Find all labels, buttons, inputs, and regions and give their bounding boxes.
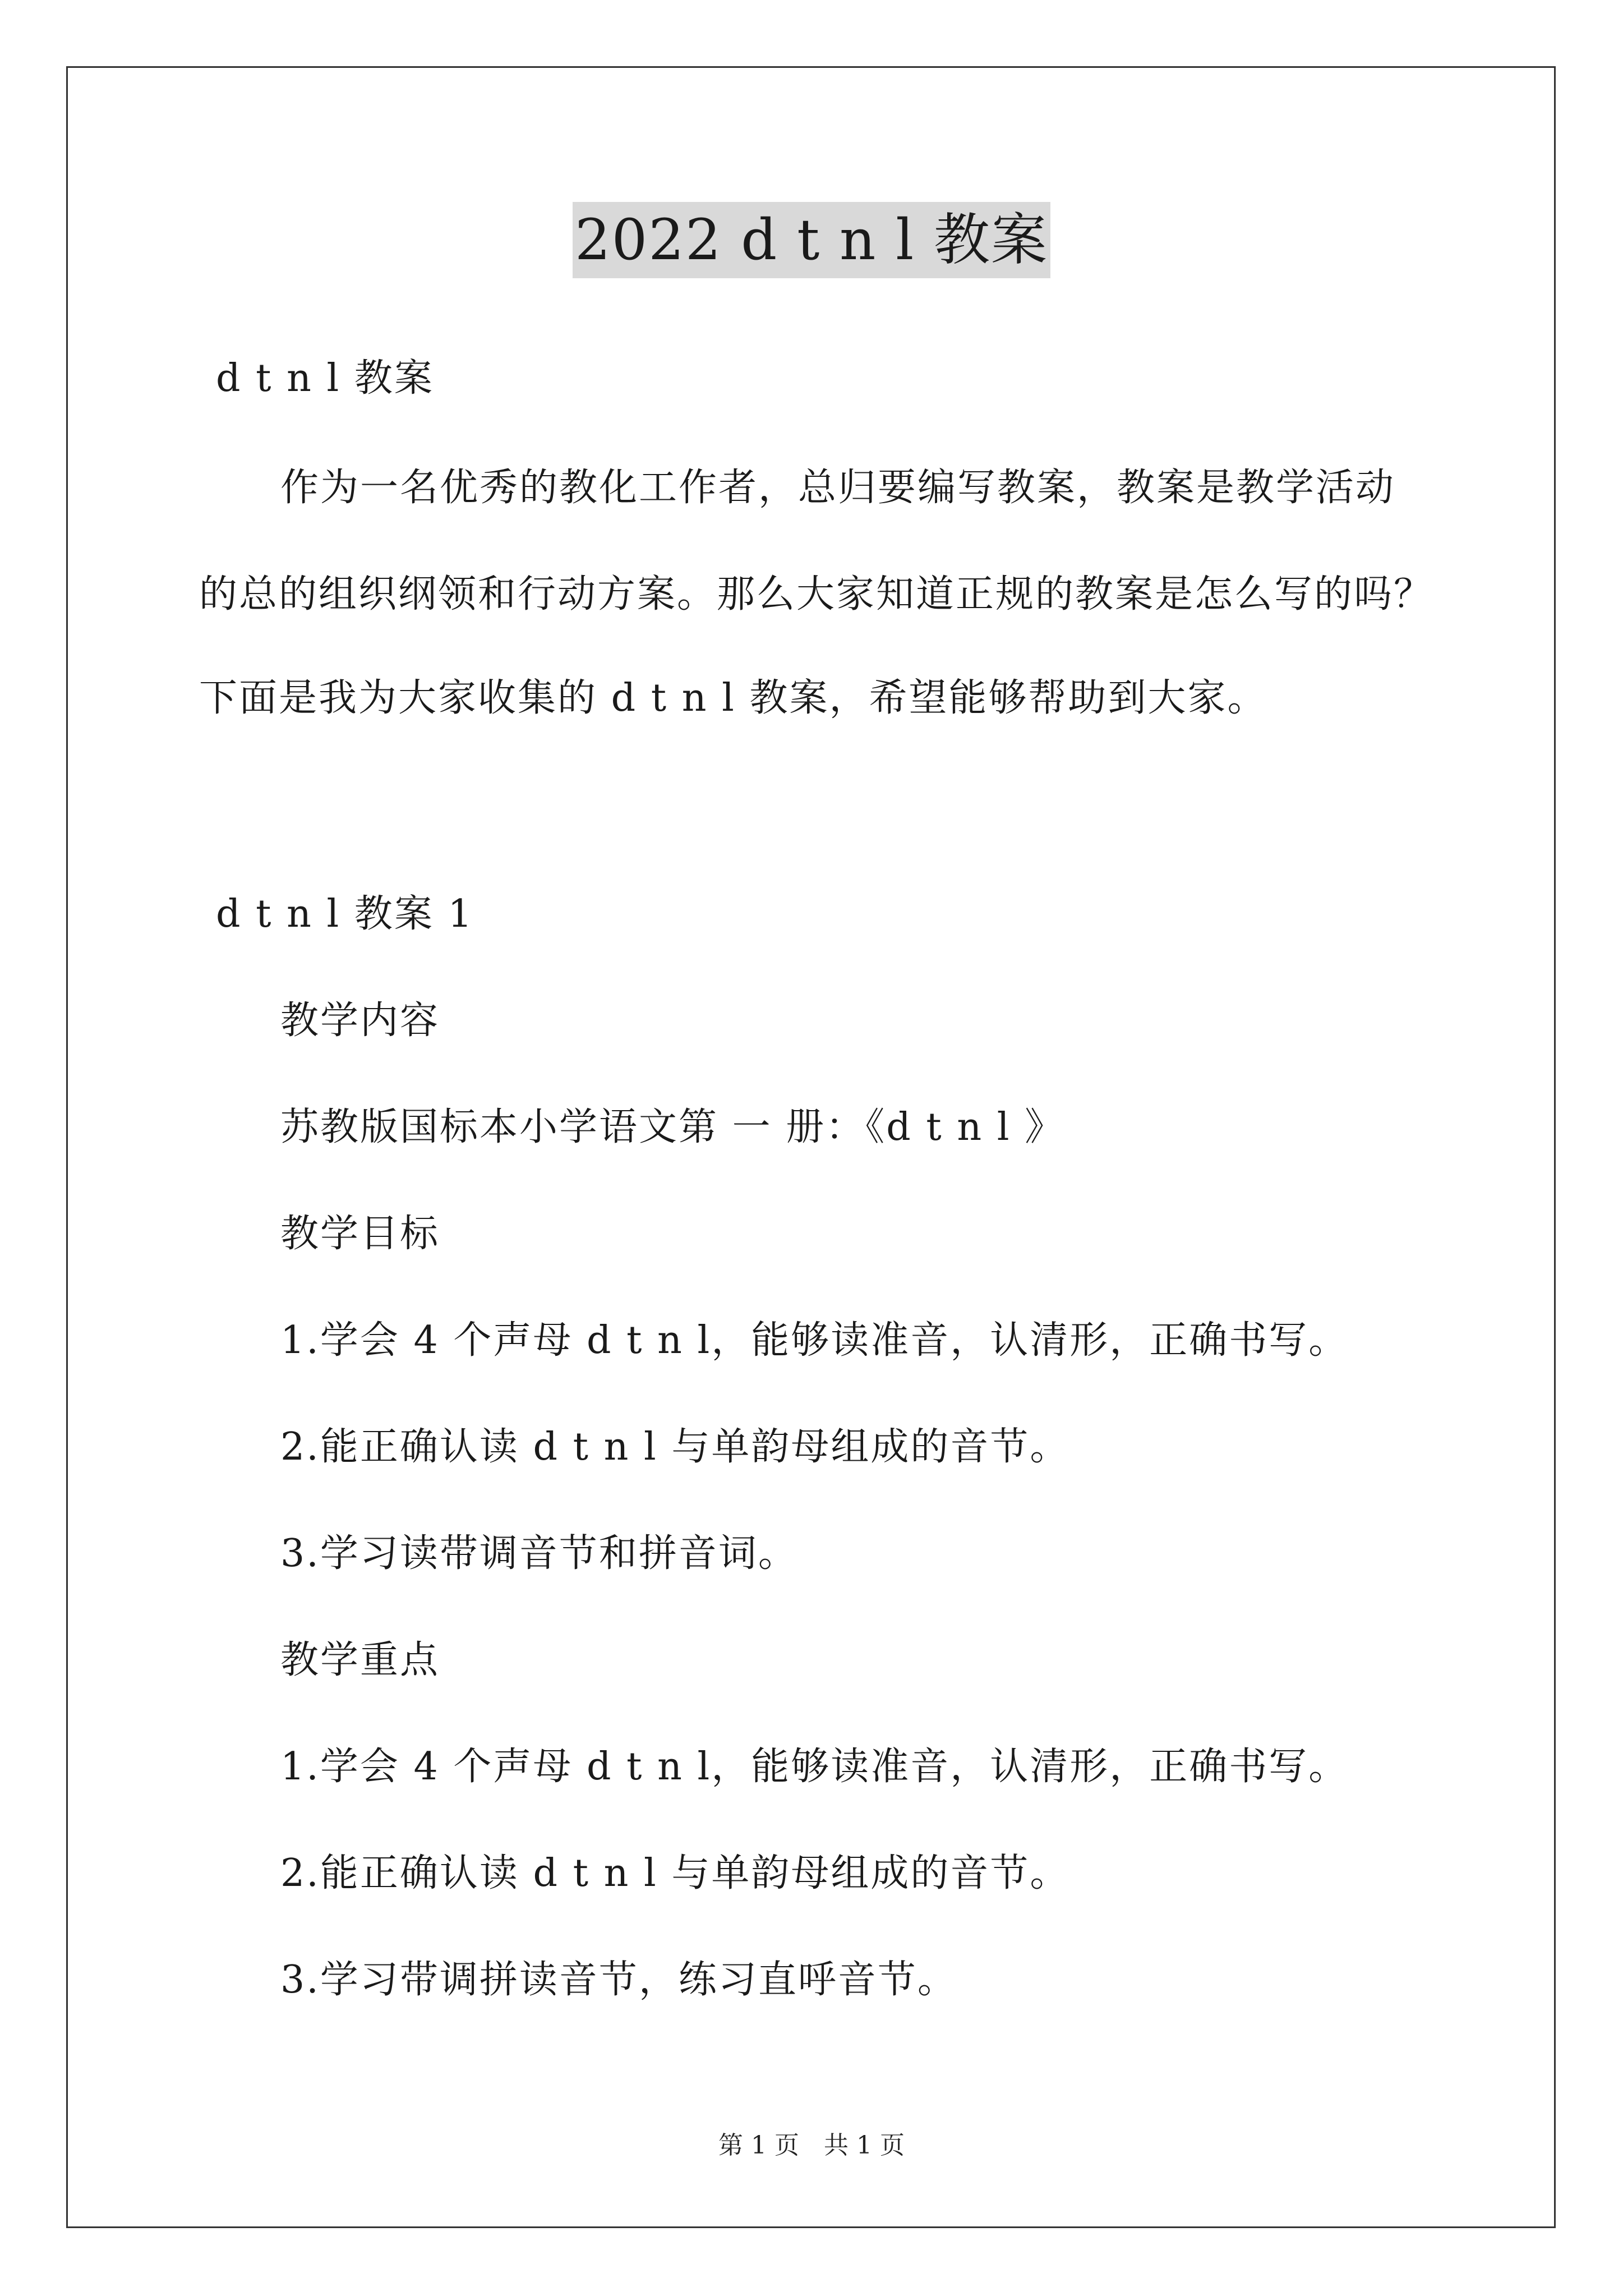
list-item: 2.能正确认读 d t n l 与单韵母组成的音节。: [280, 1425, 1070, 1469]
paragraph-line: 苏教版国标本小学语文第 一 册：《d t n l 》: [280, 1105, 1065, 1149]
section-heading-lesson-1: d t n l 教案 1: [216, 892, 474, 936]
list-item: 3.学习带调拼读音节，练习直呼音节。: [280, 1958, 957, 2002]
subheading-content: 教学内容: [280, 999, 440, 1043]
section-heading-intro: d t n l 教案: [216, 356, 434, 401]
list-item: 2.能正确认读 d t n l 与单韵母组成的音节。: [280, 1851, 1070, 1895]
paragraph-line: 的总的组织纲领和行动方案。那么大家知道正规的教案是怎么写的吗？: [199, 572, 1434, 616]
document-title: 2022 d t n l 教案: [573, 202, 1050, 278]
title-container: [0, 202, 1623, 278]
subheading-key-points: 教学重点: [280, 1638, 440, 1682]
page-footer: 第 1 页 共 1 页: [718, 2131, 905, 2160]
paragraph-line: 下面是我为大家收集的 d t n l 教案，希望能够帮助到大家。: [199, 676, 1267, 720]
list-item: 3.学习读带调音节和拼音词。: [280, 1531, 798, 1576]
subheading-objectives: 教学目标: [280, 1212, 440, 1256]
paragraph-line: 作为一名优秀的教化工作者，总归要编写教案，教案是教学活动: [280, 466, 1396, 510]
list-item: 1.学会 4 个声母 d t n l，能够读准音，认清形，正确书写。: [280, 1318, 1349, 1363]
list-item: 1.学会 4 个声母 d t n l，能够读准音，认清形，正确书写。: [280, 1745, 1349, 1789]
